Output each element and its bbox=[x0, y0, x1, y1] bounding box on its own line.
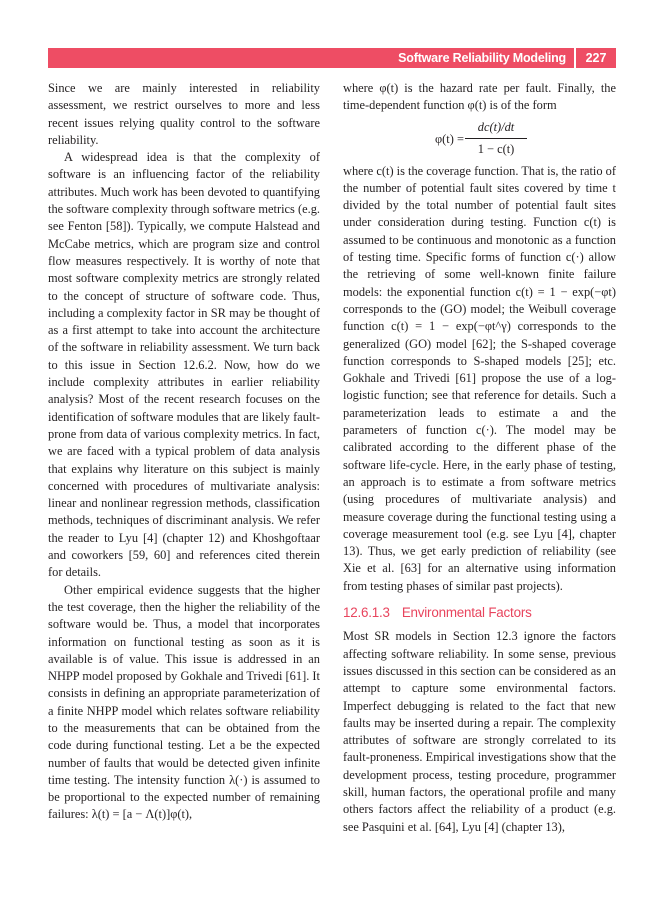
page-number: 227 bbox=[585, 51, 607, 65]
fraction-bar bbox=[465, 138, 527, 139]
running-header-title: Software Reliability Modeling bbox=[398, 51, 566, 65]
section-number: 12.6.1.3 bbox=[343, 605, 390, 621]
equation-denominator: 1 − c(t) bbox=[477, 141, 515, 156]
running-header bbox=[48, 48, 616, 68]
section-title: Environmental Factors bbox=[401, 605, 532, 621]
hazard-rate-equation bbox=[343, 119, 616, 159]
left-column bbox=[48, 80, 320, 824]
equation-numerator: dc(t)/dt bbox=[477, 119, 515, 134]
equation-lhs: φ(t) = bbox=[435, 131, 464, 146]
right-paragraph-3: Most SR models in Section 12.3 ignore the factors affecting software reliability. In some sense, previous issues discussed in this section can be considered as an attempt to capture some environmental factors. Imperfect debugging is related to the fact that new faults may be inserted during a repair. The complexity attributes of software are strongly correlated to its fault-proneness. Empirical investigations show that the development process, testing procedure, programmer skill, human factors, the operational profile and many others factors affect the reliability of a product (e.g. see Pasquini et al. [64], Lyu [4] (chapter 13), bbox=[343, 629, 616, 834]
left-paragraph-3: Other empirical evidence suggests that the higher the test coverage, then the higher the reliability of the software would be. Thus, a model that incorporates information on functional testing as soon as it is available is of value. This issue is addressed in an NHPP model proposed by Gokhale and Trivedi [61]. It consists in defining an appropriate parameterization of a finite NHPP model which relates software reliability to the measurements that can be obtained from the code during functional testing. Let a be the expected number of faults that would be detected given infinite time testing. The intensity function λ(·) is assumed to be proportional to the expected number of remaining failures: λ(t) = [a − Λ(t)]φ(t), bbox=[48, 582, 320, 822]
section-heading bbox=[343, 604, 616, 621]
left-paragraph-2: A widespread idea is that the complexity of software is an influencing factor of the reliability attributes. Much work has been devoted to quantifying the software complexity through software metrics (e.g. see Fenton [58]). Typically, we compute Halstead and McCabe metrics, which are program size and control flow measures respectively. It is worthy of note that most software complexity metrics are strongly related to the concept of structure of software code. Thus, including a complexity factor in SR may be thought of as a first attempt to take into account the architecture of the software in reliability assessment. We turn back to this issue in Section 12.6.2. Now, how do we include complexity attributes in earlier reliability analysis? Most of the recent research focuses on the identification of software modules that are likely fault-prone from data of various complexity metrics. In fact, we are faced with a typical problem of data analysis that explains why literature on this subject is mainly concerned with procedures of multivariate analysis: linear and nonlinear regression methods, classification methods, techniques of discriminant analysis. We refer the reader to Lyu [4] (chapter 12) and Khoshgoftaar and coworkers [59, 60] and references cited therein for details. bbox=[48, 150, 320, 580]
right-column bbox=[343, 80, 616, 836]
right-paragraph-1: where φ(t) is the hazard rate per fault. Finally, the time-dependent function φ(t) is of the form bbox=[343, 81, 616, 113]
right-paragraph-2: where c(t) is the coverage function. That is, the ratio of the number of potential fault sites covered by time t divided by the total number of potential fault sites under consideration during testing. Function c(t) is assumed to be continuous and monotonic as a function of testing time. Specific forms of function c(·) allow the retrieving of some well-known finite failure models: the exponential function c(t) = 1 − exp(−φt) corresponds to the (GO) model; the Weibull coverage function c(t) = 1 − exp(−φt^γ) corresponds to the generalized (GO) model [62]; the S-shaped coverage function corresponds to S-shaped models [25]; etc. Gokhale and Trivedi [61] propose the use of a log-logistic function; see that reference for details. Such a parameterization leads to estimate a and the parameters of function c(·). The model may be calibrated according to the different phase of the software life-cycle. Here, in the early phase of testing, an approach is to estimate a from software metrics (using procedures of multivariate analysis) and measure coverage during the functional testing using a coverage measurement tool (e.g. see Lyu [4], chapter 13). Thus, we get early prediction of reliability (see Xie et al. [63] for an alternative using information from testing phases of similar past projects). bbox=[343, 163, 616, 593]
left-paragraph-1: Since we are mainly interested in reliability assessment, we restrict ourselves to more and less recent issues relying quality control to the software reliability. bbox=[48, 81, 320, 147]
